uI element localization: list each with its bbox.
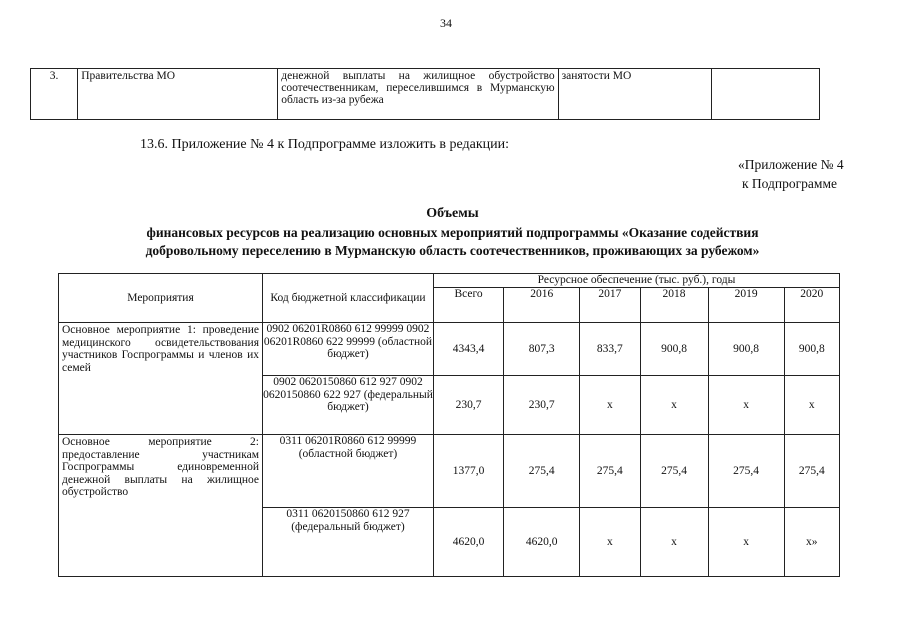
value-cell: 807,3 xyxy=(504,323,580,376)
header-year: 2020 xyxy=(784,288,839,323)
value-cell: 900,8 xyxy=(784,323,839,376)
empty-cell xyxy=(712,69,820,120)
appendix-subheading: к Подпрограмме xyxy=(742,176,837,191)
total-cell: 1377,0 xyxy=(433,435,503,508)
funding-table xyxy=(58,273,840,577)
table-row xyxy=(31,69,820,120)
header-year: 2017 xyxy=(580,288,640,323)
value-cell: 275,4 xyxy=(504,435,580,508)
code-cell: 0311 06201R0860 612 99999 (областной бюджет) xyxy=(263,435,434,508)
value-cell: х» xyxy=(784,508,839,577)
code-cell: 0902 06201R0860 612 99999 0902 06201R0860 622 99999 (областной бюджет) xyxy=(263,323,434,376)
event-cell: Основное мероприятие 1: проведение медицинского освидетельствования участников Госпрограммы и членов их семей xyxy=(59,323,263,435)
header-events: Мероприятия xyxy=(59,274,263,323)
value-cell: х xyxy=(708,508,784,577)
section-paragraph: 13.6. Приложение № 4 к Подпрограмме изложить в редакции: xyxy=(140,137,509,152)
page-number: 34 xyxy=(440,16,452,30)
value-cell: х xyxy=(640,508,708,577)
value-cell: 275,4 xyxy=(580,435,640,508)
doc-title: Объемы xyxy=(426,206,479,221)
header-total: Всего xyxy=(433,288,503,323)
value-cell: 833,7 xyxy=(580,323,640,376)
total-cell: 4343,4 xyxy=(433,323,503,376)
value-cell: х xyxy=(580,376,640,435)
header-year: 2016 xyxy=(504,288,580,323)
value-cell: х xyxy=(784,376,839,435)
description-cell: денежной выплаты на жилищное обустройство соотечественникам, переселившимся в Мурманскую область из-за рубежа xyxy=(278,69,558,120)
continuation-table xyxy=(30,68,820,120)
value-cell: 275,4 xyxy=(784,435,839,508)
header-row xyxy=(59,274,840,288)
executor-cell: занятости МО xyxy=(558,69,712,120)
table-row xyxy=(59,323,840,376)
value-cell: х xyxy=(640,376,708,435)
organization-cell: Правительства МО xyxy=(78,69,278,120)
event-cell: Основное мероприятие 2: предоставление участникам Госпрограммы единовременной денежной выплаты на жилищное обустройство xyxy=(59,435,263,577)
value-cell: 900,8 xyxy=(708,323,784,376)
header-code: Код бюджетной классификации xyxy=(263,274,434,323)
code-cell: 0902 0620150860 612 927 0902 0620150860 622 927 (федеральный бюджет) xyxy=(263,376,434,435)
row-number: 3. xyxy=(31,69,78,120)
doc-title-line2: финансовых ресурсов на реализацию основных мероприятий подпрограммы «Оказание содействия xyxy=(146,225,759,240)
table-row xyxy=(59,435,840,508)
value-cell: х xyxy=(708,376,784,435)
header-year: 2018 xyxy=(640,288,708,323)
value-cell: 900,8 xyxy=(640,323,708,376)
total-cell: 230,7 xyxy=(433,376,503,435)
value-cell: х xyxy=(580,508,640,577)
code-cell: 0311 0620150860 612 927 (федеральный бюджет) xyxy=(263,508,434,577)
appendix-heading: «Приложение № 4 xyxy=(738,157,844,172)
header-resources: Ресурсное обеспечение (тыс. руб.), годы xyxy=(433,274,839,288)
value-cell: 4620,0 xyxy=(504,508,580,577)
doc-title-line3: добровольному переселению в Мурманскую область соотечественников, проживающих за рубежом» xyxy=(145,243,760,258)
value-cell: 230,7 xyxy=(504,376,580,435)
header-year: 2019 xyxy=(708,288,784,323)
value-cell: 275,4 xyxy=(640,435,708,508)
value-cell: 275,4 xyxy=(708,435,784,508)
total-cell: 4620,0 xyxy=(433,508,503,577)
